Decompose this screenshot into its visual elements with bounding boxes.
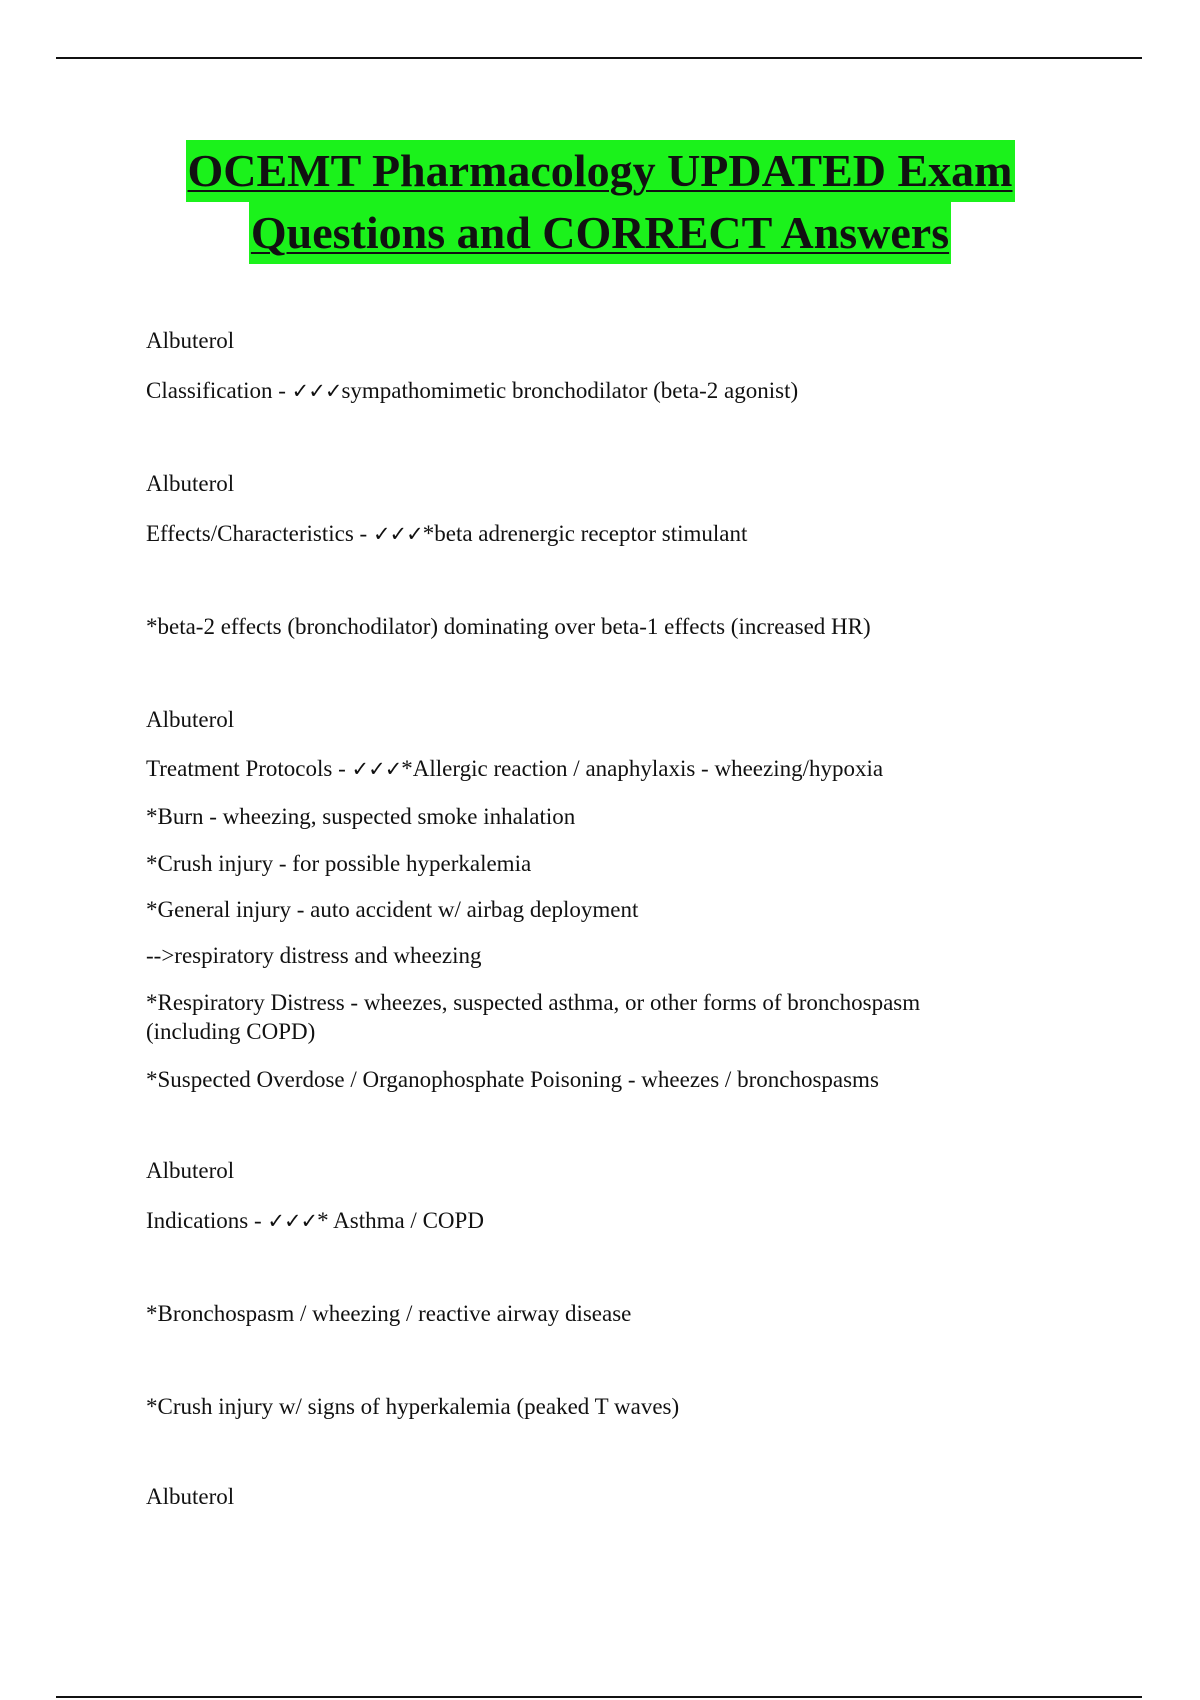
- card-term: Albuterol: [146, 1484, 235, 1509]
- card-term: Albuterol: [146, 471, 235, 496]
- card-answer: *Allergic reaction / anaphylaxis - wheezing/hypoxia: [401, 756, 884, 781]
- card-answer-line: *General injury - auto accident w/ airbag deployment: [146, 897, 639, 922]
- card-term: Albuterol: [146, 328, 235, 353]
- top-rule: [56, 57, 1142, 59]
- card-term: Albuterol: [146, 1158, 235, 1183]
- check-mark-icon: ✓✓✓: [372, 522, 423, 546]
- check-mark-icon: ✓✓✓: [351, 757, 402, 781]
- card-answer: sympathomimetic bronchodilator (beta-2 agonist): [341, 378, 799, 403]
- check-mark-icon: ✓✓✓: [291, 379, 342, 403]
- card-answer-line: -->respiratory distress and wheezing: [146, 943, 482, 968]
- card-answer-line: *Crush injury - for possible hyperkalemia: [146, 851, 532, 876]
- card-prompt: Effects/Characteristics -: [146, 521, 373, 546]
- card-prompt-answer: [146, 1206, 1106, 1236]
- card-answer-line: *Suspected Overdose / Organophosphate Poisoning - wheezes / bronchospasms: [146, 1067, 879, 1092]
- card-answer-line: *Bronchospasm / wheezing / reactive airway disease: [146, 1301, 632, 1326]
- card-answer-line: *Crush injury w/ signs of hyperkalemia (peaked T waves): [146, 1394, 680, 1419]
- document-title: [0, 140, 1200, 264]
- bottom-rule: [56, 1696, 1142, 1698]
- card-answer-line: *beta-2 effects (bronchodilator) dominating over beta-1 effects (increased HR): [146, 614, 871, 639]
- title-line-1: OCEMT Pharmacology UPDATED Exam: [186, 140, 1015, 202]
- card-answer-line: *Respiratory Distress - wheezes, suspected asthma, or other forms of bronchospasm (including COPD): [146, 990, 921, 1044]
- card-answer-line: *Burn - wheezing, suspected smoke inhalation: [146, 804, 576, 829]
- card-prompt-answer: [146, 519, 1106, 549]
- check-mark-icon: ✓✓✓: [267, 1209, 318, 1233]
- card-prompt: Indications -: [146, 1208, 268, 1233]
- title-line-2: Questions and CORRECT Answers: [249, 202, 951, 264]
- card-answer: * Asthma / COPD: [317, 1208, 484, 1233]
- card-answer: *beta adrenergic receptor stimulant: [422, 521, 748, 546]
- card-prompt-answer: [146, 376, 1106, 406]
- card-prompt-answer: [146, 754, 1106, 784]
- card-prompt: Classification -: [146, 378, 292, 403]
- card-term: Albuterol: [146, 707, 235, 732]
- card-prompt: Treatment Protocols -: [146, 756, 352, 781]
